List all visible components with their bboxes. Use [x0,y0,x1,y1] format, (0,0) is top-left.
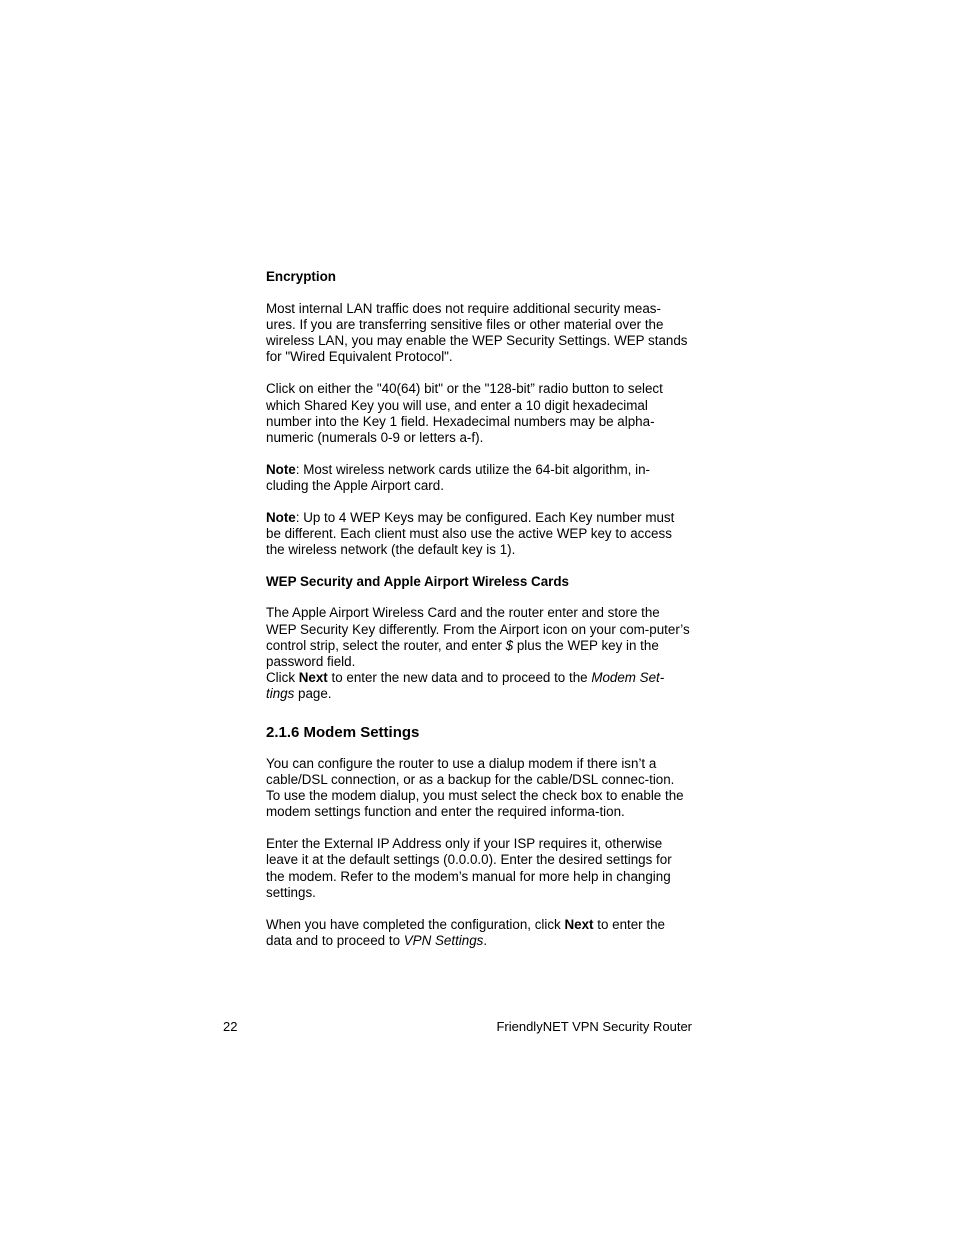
instruction-text: Click [266,669,299,685]
page-content [266,269,690,949]
airport-next-instruction [266,670,690,702]
airport-heading: WEP Security and Apple Airport Wireless Cards [266,574,569,590]
modem-paragraph-1: You can configure the router to use a dialup modem if there isn’t a cable/DSL connection, or as a backup for the cable/DSL connec-tion. To use the modem dialup, you must select the check box to enable the modem settings function and enter the required informa-tion. [266,755,684,820]
encryption-paragraph-2: Click on either the "40(64) bit" or the "128-bit” radio button to select which Shared Key you will use, and enter a 10 digit hexadecimal number into the Key 1 field. Hexadecimal numbers may be alpha-numeric (numerals 0-9 or letters a-f). [266,381,663,445]
note-wep-keys [266,510,690,558]
instruction-text: to enter the new data and to proceed to the [327,669,592,685]
page-number: 22 [223,1019,238,1034]
instruction-text: page. [294,685,332,701]
note-64bit [266,462,690,494]
dollar-symbol: $ [505,637,514,653]
airport-paragraph [266,605,690,669]
encryption-heading: Encryption [266,269,336,284]
vpn-settings-reference: VPN Settings [403,932,484,948]
modem-paragraph-2: Enter the External IP Address only if your ISP requires it, otherwise leave it at the default settings (0.0.0.0). Enter the desired settings for the modem. Refer to the modem’s manual for more help in changing settings. [266,836,672,900]
next-keyword: Next [564,916,594,932]
modem-text: When you have completed the configuration, click [266,916,565,932]
note-label: Note [266,461,296,477]
footer-product-name: FriendlyNET VPN Security Router [496,1019,692,1034]
encryption-paragraph-1: Most internal LAN traffic does not require additional security meas-ures. If you are transferring sensitive files or other material over the wireless LAN, you may enable the WEP Security Settings. WEP stands for "Wired Equivalent Protocol". [266,301,688,365]
airport-text: The Apple Airport Wireless Card and the router enter and store the WEP Security Key differently. From the Airport icon on your com-puter’s control strip, select the router, and enter [266,605,690,653]
note-label: Note [266,510,296,526]
modem-settings-reference: Modem Set-tings [266,669,665,701]
note-text: : Up to 4 WEP Keys may be configured. Each Key number must be different. Each client must also use the active WEP key to access the wireless network (the default key is 1). [266,510,675,558]
modem-text: . [483,932,488,948]
modem-text: to enter the data and to proceed to [266,916,665,948]
airport-text: plus the WEP key in the password field. [266,637,659,669]
note-text: : Most wireless network cards utilize the 64-bit algorithm, in-cluding the Apple Airport card. [266,461,651,493]
next-keyword: Next [298,669,328,685]
modem-settings-heading: 2.1.6 Modem Settings [266,723,420,741]
modem-paragraph-3 [266,917,690,949]
